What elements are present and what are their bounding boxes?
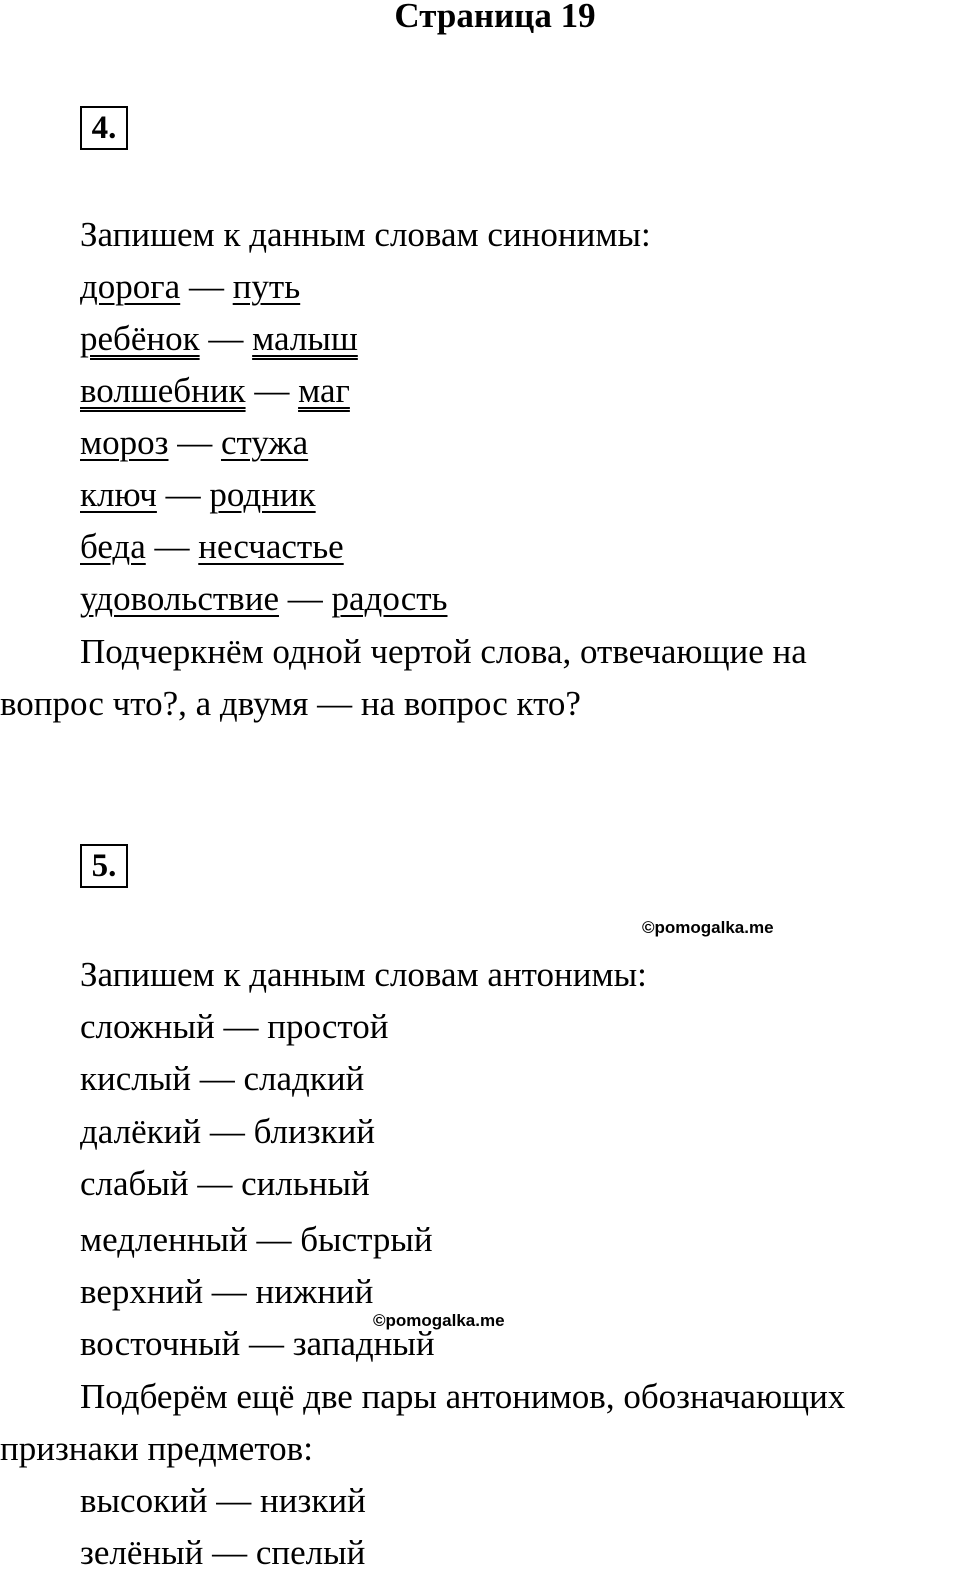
- synonym: стужа: [220, 423, 309, 462]
- antonym-pair-4: слабый — сильный: [80, 1164, 370, 1203]
- synonym: родник: [209, 475, 316, 514]
- extra-antonym-pair-1: высокий — низкий: [80, 1481, 366, 1520]
- antonym-pair-2: кислый — сладкий: [80, 1059, 365, 1098]
- dash: —: [278, 579, 332, 618]
- word: волшебник: [80, 371, 246, 410]
- task-4-number: 4.: [80, 106, 128, 150]
- word: мороз: [80, 423, 169, 462]
- synonym-pair-5: [80, 473, 316, 517]
- task-5-number: 5.: [80, 844, 128, 888]
- watermark: ©pomogalka.me: [373, 1311, 505, 1330]
- task-4-intro: Запишем к данным словам синонимы:: [80, 215, 651, 254]
- antonym-pair-6: верхний — нижний: [80, 1272, 374, 1311]
- task-5-intro: Запишем к данным словам антонимы:: [80, 955, 647, 994]
- task-4-note-line-1: Подчеркнём одной чертой слова, отвечающие на: [80, 632, 807, 671]
- word: удовольствие: [80, 579, 279, 618]
- antonym-pair-7: восточный — западный: [80, 1324, 435, 1363]
- antonym-pair-1: сложный — простой: [80, 1007, 389, 1046]
- word: ребёнок: [80, 319, 200, 358]
- dash: —: [168, 423, 221, 462]
- task-4-note-line-2: вопрос что?, а двумя — на вопрос кто?: [0, 684, 581, 723]
- antonym-pair-5: медленный — быстрый: [80, 1220, 433, 1259]
- word: ключ: [80, 475, 157, 514]
- synonym: несчастье: [198, 527, 344, 566]
- task-5-note-line-2: признаки предметов:: [0, 1429, 313, 1468]
- dash: —: [145, 527, 199, 566]
- synonym: радость: [331, 579, 448, 618]
- watermark: ©pomogalka.me: [642, 918, 774, 937]
- page-title: Страница 19: [394, 0, 596, 35]
- synonym: малыш: [252, 319, 358, 358]
- synonym: маг: [298, 371, 350, 410]
- synonym-pair-7: [80, 577, 448, 621]
- dash: —: [199, 319, 253, 358]
- extra-antonym-pair-2: зелёный — спелый: [80, 1533, 366, 1572]
- word: дорога: [80, 267, 181, 306]
- synonym-pair-6: [80, 525, 344, 569]
- dash: —: [180, 267, 233, 306]
- synonym-pair-3: [80, 369, 350, 413]
- word: беда: [80, 527, 146, 566]
- synonym-pair-4: [80, 421, 308, 465]
- synonym: путь: [232, 267, 301, 306]
- dash: —: [156, 475, 210, 514]
- synonym-pair-1: [80, 265, 300, 309]
- antonym-pair-3: далёкий — близкий: [80, 1112, 376, 1151]
- synonym-pair-2: [80, 317, 358, 361]
- dash: —: [245, 371, 299, 410]
- task-5-note-line-1: Подберём ещё две пары антонимов, обозначающих: [80, 1377, 846, 1416]
